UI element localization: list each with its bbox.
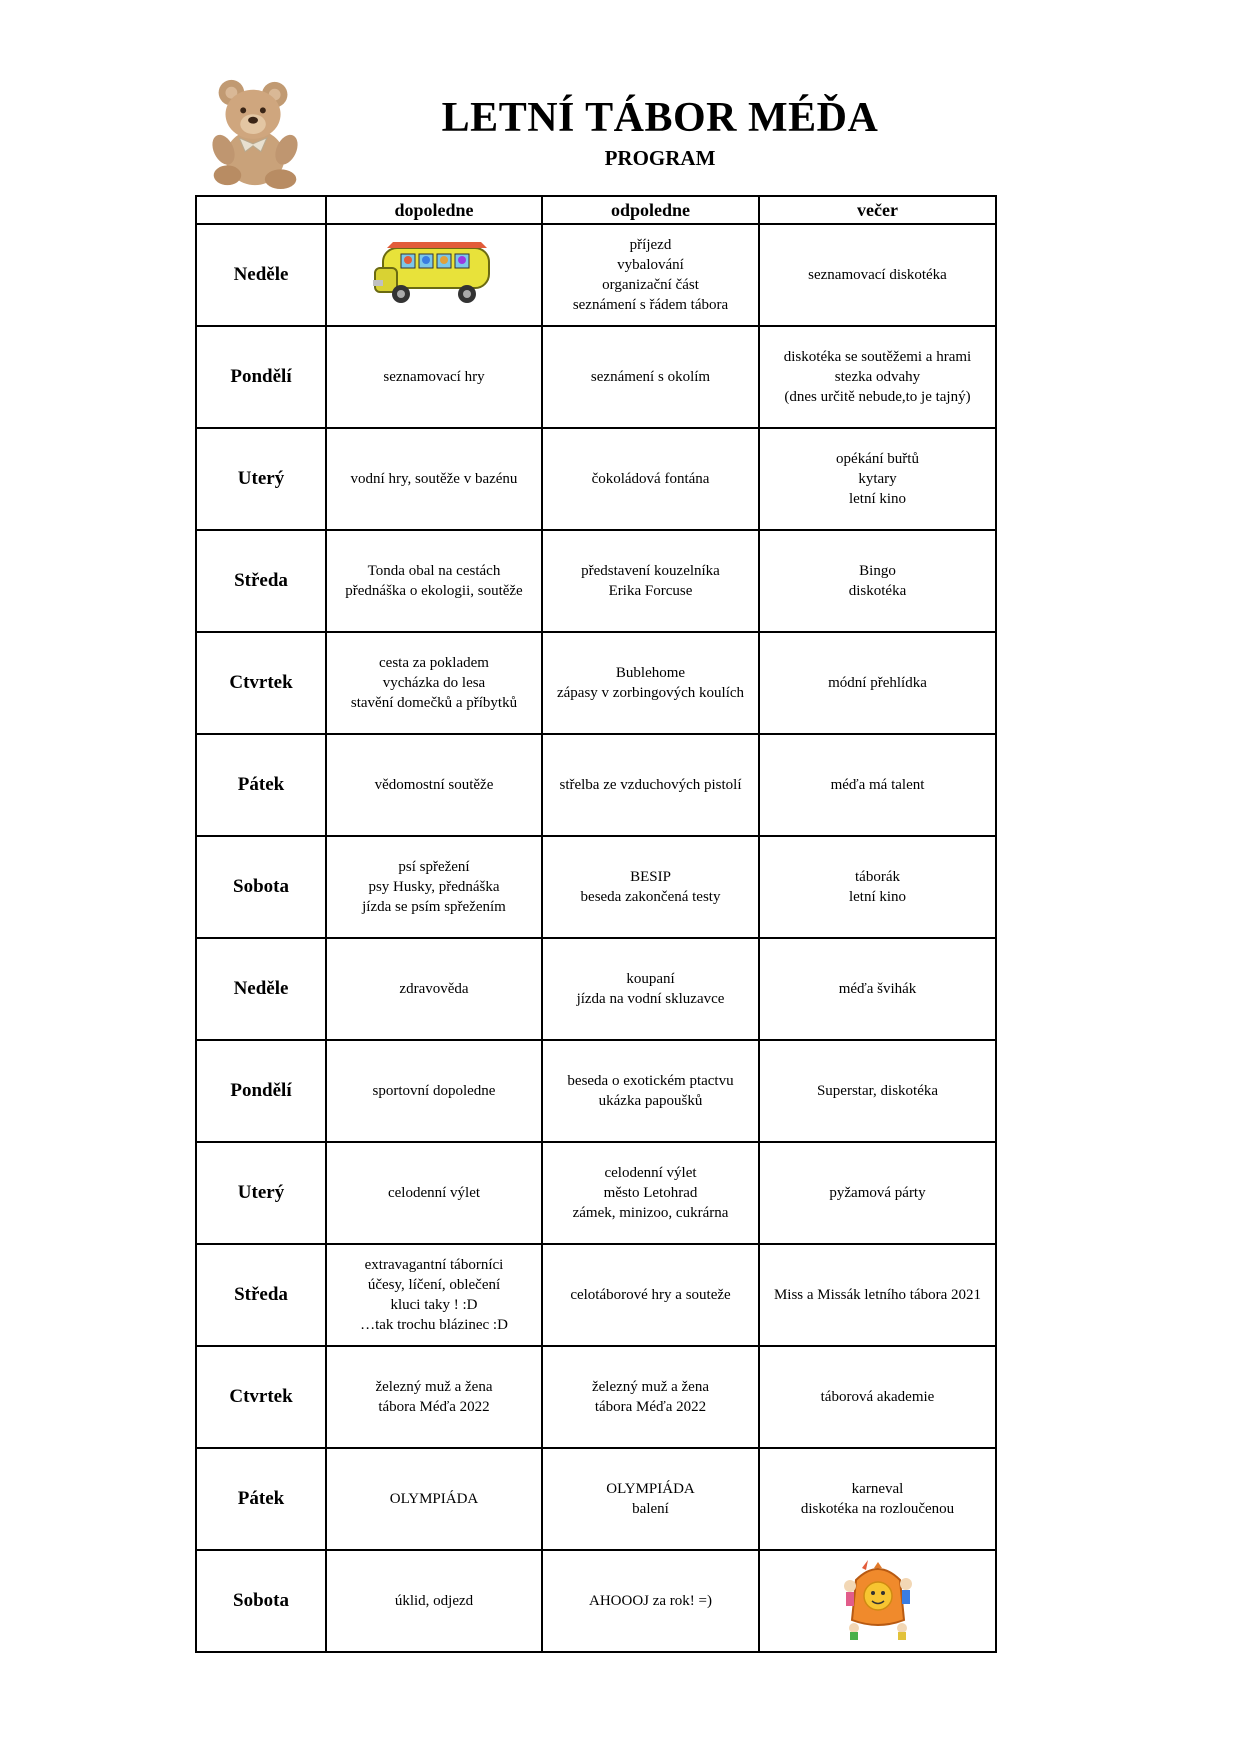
odpoledne-cell — [542, 224, 759, 326]
dopoledne-cell — [326, 530, 542, 632]
activity-text: kluci taky ! :D — [390, 1297, 478, 1313]
activity-text: vybalování — [617, 257, 684, 273]
dopoledne-cell — [326, 1448, 542, 1550]
activity-text: jízda se psím spřežením — [362, 899, 506, 915]
activity-text: letní kino — [848, 491, 907, 507]
activity-text: seznámení s řádem tábora — [572, 297, 729, 313]
table-row — [196, 632, 996, 734]
sun-bell-cartoon — [838, 1556, 918, 1640]
vecer-cell — [759, 530, 996, 632]
activity-text: železný muž a žena — [375, 1379, 493, 1395]
table-row — [196, 734, 996, 836]
odpoledne-cell — [542, 836, 759, 938]
header-row — [196, 196, 996, 224]
table-row — [196, 1346, 996, 1448]
odpoledne-cell — [542, 326, 759, 428]
vecer-cell — [759, 1448, 996, 1550]
vecer-cell — [759, 326, 996, 428]
activity-text: táborák — [855, 869, 900, 885]
day-cell: Středa — [196, 530, 326, 632]
activity-text: organizační část — [602, 277, 699, 293]
dopoledne-cell — [326, 632, 542, 734]
odpoledne-cell — [542, 1244, 759, 1346]
activity-text: OLYMPIÁDA — [606, 1481, 695, 1497]
activity-text: seznamovací diskotéka — [808, 267, 947, 283]
dopoledne-cell — [326, 326, 542, 428]
dopoledne-cell — [326, 1142, 542, 1244]
activity-text: diskotéka — [848, 583, 907, 599]
vecer-cell — [759, 836, 996, 938]
activity-text: celodenní výlet — [604, 1165, 697, 1181]
dopoledne-cell — [326, 1346, 542, 1448]
activity-text: jízda na vodní skluzavce — [576, 991, 725, 1007]
vecer-cell — [759, 224, 996, 326]
activity-text: zámek, minizoo, cukrárna — [572, 1205, 729, 1221]
activity-text: táborová akademie — [820, 1389, 935, 1405]
day-cell: Sobota — [196, 836, 326, 938]
day-cell: Sobota — [196, 1550, 326, 1652]
bus-illustration — [371, 234, 497, 310]
activity-text: střelba ze vzduchových pistolí — [559, 777, 742, 793]
dopoledne-cell — [326, 938, 542, 1040]
activity-text: diskotéka na rozloučenou — [800, 1501, 955, 1517]
odpoledne-cell — [542, 734, 759, 836]
table-row — [196, 1448, 996, 1550]
vecer-cell — [759, 1550, 996, 1652]
dopoledne-cell — [326, 1550, 542, 1652]
table-row — [196, 1040, 996, 1142]
activity-text: karneval — [851, 1481, 904, 1497]
activity-text: méďa má talent — [830, 777, 925, 793]
activity-text: stavění domečků a příbytků — [350, 695, 518, 711]
day-cell: Uterý — [196, 1142, 326, 1244]
activity-text: zápasy v zorbingových koulích — [556, 685, 745, 701]
table-header — [196, 196, 996, 224]
activity-text: AHOOOJ za rok! =) — [588, 1593, 712, 1609]
table-row — [196, 428, 996, 530]
activity-text: železný muž a žena — [591, 1379, 709, 1395]
activity-text: módní přehlídka — [828, 675, 927, 691]
activity-text: koupaní — [626, 971, 675, 987]
odpoledne-cell — [542, 530, 759, 632]
table-row — [196, 224, 996, 326]
activity-text: beseda o exotickém ptactvu — [567, 1073, 734, 1089]
odpoledne-cell — [542, 1550, 759, 1652]
activity-text: opékání buřtů — [836, 451, 919, 467]
activity-text: čokoládová fontána — [591, 471, 710, 487]
activity-text: sportovní dopoledne — [372, 1083, 496, 1099]
vecer-cell — [759, 734, 996, 836]
activity-text: celodenní výlet — [387, 1185, 481, 1201]
activity-text: extravagantní táborníci — [364, 1257, 504, 1273]
activity-text: balení — [632, 1501, 669, 1517]
activity-text: přednáška o ekologii, soutěže — [345, 583, 523, 599]
activity-text: Bublehome — [615, 665, 686, 681]
activity-text: účesy, líčení, oblečení — [367, 1277, 501, 1293]
odpoledne-cell — [542, 632, 759, 734]
activity-text: letní kino — [848, 889, 907, 905]
activity-text: seznamovací hry — [383, 369, 485, 385]
activity-text: méďa švihák — [838, 981, 917, 997]
table-row — [196, 938, 996, 1040]
program-table — [195, 195, 997, 1653]
activity-text: Bingo — [859, 563, 896, 579]
activity-text: Superstar, diskotéka — [816, 1083, 939, 1099]
activity-text: beseda zakončená testy — [580, 889, 721, 905]
odpoledne-cell — [542, 1040, 759, 1142]
activity-text: úklid, odjezd — [394, 1593, 474, 1609]
header-dopoledne: dopoledne — [326, 196, 542, 224]
activity-text: psy Husky, přednáška — [368, 879, 500, 895]
activity-text: vycházka do lesa — [382, 675, 486, 691]
activity-text: Tonda obal na cestách — [367, 563, 501, 579]
activity-text: představení kouzelníka — [581, 563, 720, 579]
odpoledne-cell — [542, 938, 759, 1040]
activity-text: Miss a Missák letního tábora 2021 — [773, 1287, 982, 1303]
activity-text: celotáborové hry a souteže — [570, 1287, 731, 1303]
day-cell: Pondělí — [196, 1040, 326, 1142]
activity-text: diskotéka se soutěžemi a hrami — [783, 349, 972, 365]
header-vecer: večer — [759, 196, 996, 224]
vecer-cell — [759, 632, 996, 734]
activity-text: kytary — [858, 471, 897, 487]
activity-text: město Letohrad — [603, 1185, 698, 1201]
day-cell: Pátek — [196, 1448, 326, 1550]
activity-text: pyžamová párty — [829, 1185, 926, 1201]
odpoledne-cell — [542, 428, 759, 530]
odpoledne-cell — [542, 1346, 759, 1448]
activity-text: vodní hry, soutěže v bazénu — [350, 471, 518, 487]
dopoledne-cell — [326, 1040, 542, 1142]
activity-text: …tak trochu blázinec :D — [360, 1317, 508, 1333]
activity-text: příjezd — [629, 237, 672, 253]
day-cell: Neděle — [196, 224, 326, 326]
activity-text: OLYMPIÁDA — [389, 1491, 479, 1507]
activity-text: tábora Méďa 2022 — [378, 1399, 490, 1415]
dopoledne-cell — [326, 836, 542, 938]
day-cell: Pondělí — [196, 326, 326, 428]
header-corner-cell — [196, 196, 326, 224]
activity-text: cesta za pokladem — [379, 655, 489, 671]
odpoledne-cell — [542, 1448, 759, 1550]
dopoledne-cell — [326, 428, 542, 530]
day-cell: Uterý — [196, 428, 326, 530]
odpoledne-cell — [542, 1142, 759, 1244]
vecer-cell — [759, 938, 996, 1040]
day-cell: Neděle — [196, 938, 326, 1040]
page-subtitle: PROGRAM — [604, 146, 716, 170]
activity-text: psí spřežení — [398, 859, 470, 875]
vecer-cell — [759, 1142, 996, 1244]
activity-text: Erika Forcuse — [608, 583, 693, 599]
vecer-cell — [759, 1040, 996, 1142]
day-cell: Ctvrtek — [196, 1346, 326, 1448]
table-row — [196, 530, 996, 632]
activity-text: seznámení s okolím — [590, 369, 711, 385]
dopoledne-cell — [326, 734, 542, 836]
vecer-cell — [759, 428, 996, 530]
table-row — [196, 1142, 996, 1244]
table-row — [196, 326, 996, 428]
activity-text: BESIP — [630, 869, 671, 885]
day-cell: Pátek — [196, 734, 326, 836]
activity-text: vědomostní soutěže — [374, 777, 494, 793]
activity-text: tábora Méďa 2022 — [594, 1399, 707, 1415]
header-odpoledne: odpoledne — [542, 196, 759, 224]
vecer-cell — [759, 1244, 996, 1346]
dopoledne-cell — [326, 224, 542, 326]
dopoledne-cell — [326, 1244, 542, 1346]
vecer-cell — [759, 1346, 996, 1448]
activity-text: (dnes určitě nebude,to je tajný) — [784, 389, 971, 405]
activity-text: zdravověda — [399, 981, 469, 997]
table-row — [196, 836, 996, 938]
table-row — [196, 1244, 996, 1346]
day-cell: Středa — [196, 1244, 326, 1346]
day-cell: Ctvrtek — [196, 632, 326, 734]
page-title: LETNÍ TÁBOR MÉĎA — [441, 95, 879, 141]
table-row — [196, 1550, 996, 1652]
activity-text: stezka odvahy — [834, 369, 921, 385]
table-body — [196, 224, 996, 1652]
activity-text: ukázka papoušků — [598, 1093, 703, 1109]
